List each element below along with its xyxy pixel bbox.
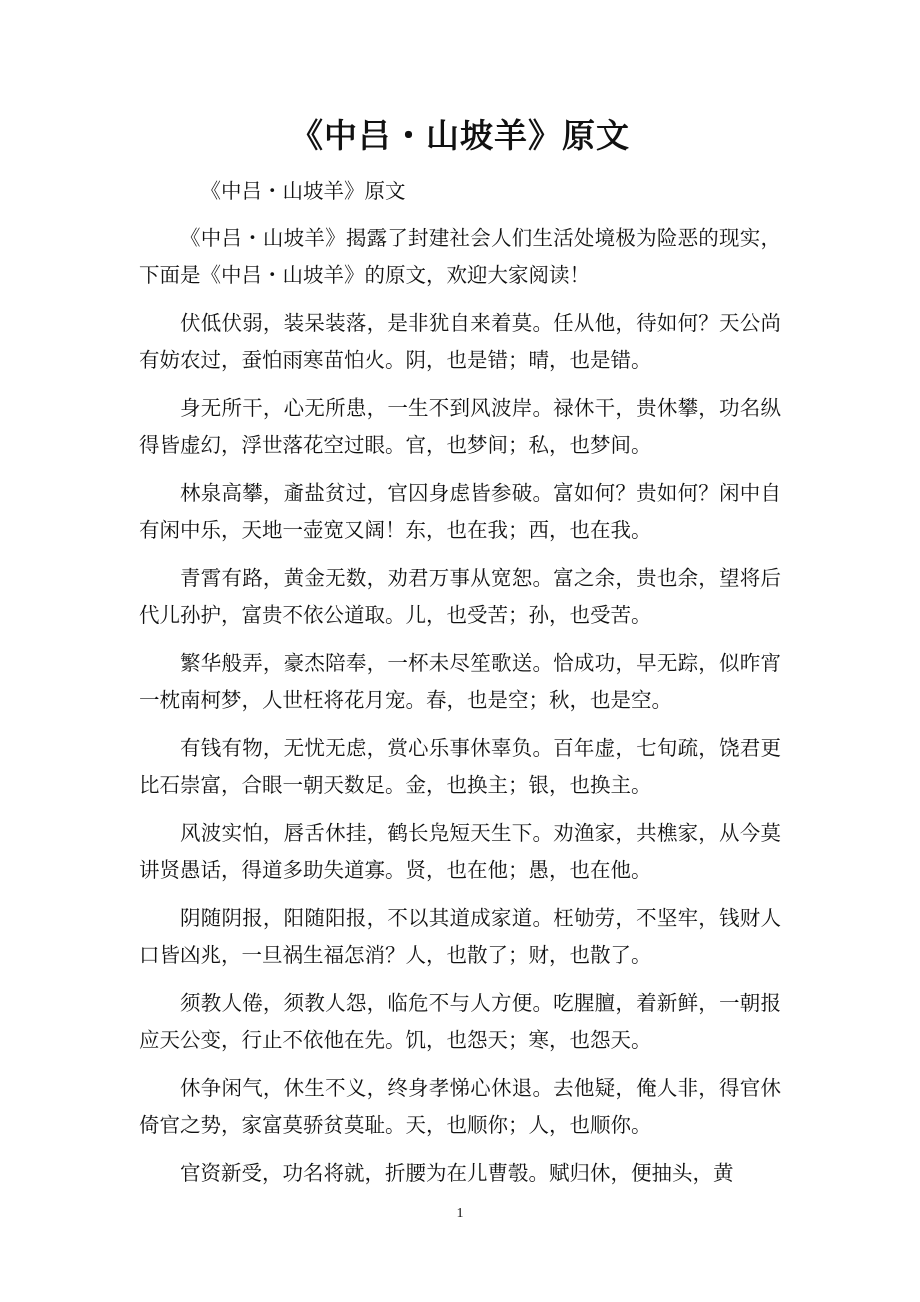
poem-paragraph-10: 休争闲气，休生不义，终身孝悌心休退。去他疑，俺人非，得官休倚官之势，家富莫骄贫莫耻。天，也顺你；人，也顺你。 xyxy=(139,1075,781,1137)
document-title: 《中吕・山坡羊》原文 xyxy=(290,116,630,155)
intro-paragraph: 《中吕・山坡羊》揭露了封建社会人们生活处境极为险恶的现实，下面是《中吕・山坡羊》的原文，欢迎大家阅读！ xyxy=(139,225,781,287)
poem-paragraph-1: 伏低伏弱，装呆装落，是非犹自来着莫。任从他，待如何？天公尚有妨农过，蚕怕雨寒苗怕火。阴，也是错；晴，也是错。 xyxy=(139,310,781,372)
document-body xyxy=(139,173,781,1202)
poem-paragraph-5: 繁华般弄，豪杰陪奉，一杯未尽笙歌送。恰成功，早无踪，似昨宵一枕南柯梦，人世枉将花月宠。春，也是空；秋，也是空。 xyxy=(139,650,781,712)
poem-paragraph-7: 风波实怕，唇舌休挂，鹤长凫短天生下。劝渔家，共樵家，从今莫讲贤愚话，得道多助失道寡。贤，也在他；愚，也在他。 xyxy=(139,820,781,882)
poem-paragraph-11: 官资新受，功名将就，折腰为在儿曹彀。赋归休，便抽头，黄 xyxy=(180,1160,734,1185)
poem-paragraph-4: 青霄有路，黄金无数，劝君万事从宽恕。富之余，贵也余，望将后代儿孙护，富贵不依公道取。儿，也受苦；孙，也受苦。 xyxy=(139,565,781,627)
poem-paragraph-9: 须教人倦，须教人怨，临危不与人方便。吃腥膻，着新鲜，一朝报应天公变，行止不依他在先。饥，也怨天；寒，也怨天。 xyxy=(139,990,781,1052)
poem-paragraph-3: 林泉高攀，齑盐贫过，官囚身虑皆参破。富如何？贵如何？闲中自有闲中乐，天地一壶宽又阔！东，也在我；西，也在我。 xyxy=(139,480,781,542)
document-subtitle: 《中吕・山坡羊》原文 xyxy=(200,179,406,203)
poem-paragraph-8: 阴随阴报，阳随阳报，不以其道成家道。枉劬劳，不坚牢，钱财人口皆凶兆，一旦祸生福怎消？人，也散了；财，也散了。 xyxy=(139,905,781,967)
poem-paragraph-6: 有钱有物，无忧无虑，赏心乐事休辜负。百年虚，七旬疏，饶君更比石崇富，合眼一朝天数足。金，也换主；银，也换主。 xyxy=(139,735,781,797)
poem-paragraph-2: 身无所干，心无所患，一生不到风波岸。禄休干，贵休攀，功名纵得皆虚幻，浮世落花空过眼。官，也梦间；私，也梦间。 xyxy=(139,395,781,457)
page-number: 1 xyxy=(456,1206,464,1221)
